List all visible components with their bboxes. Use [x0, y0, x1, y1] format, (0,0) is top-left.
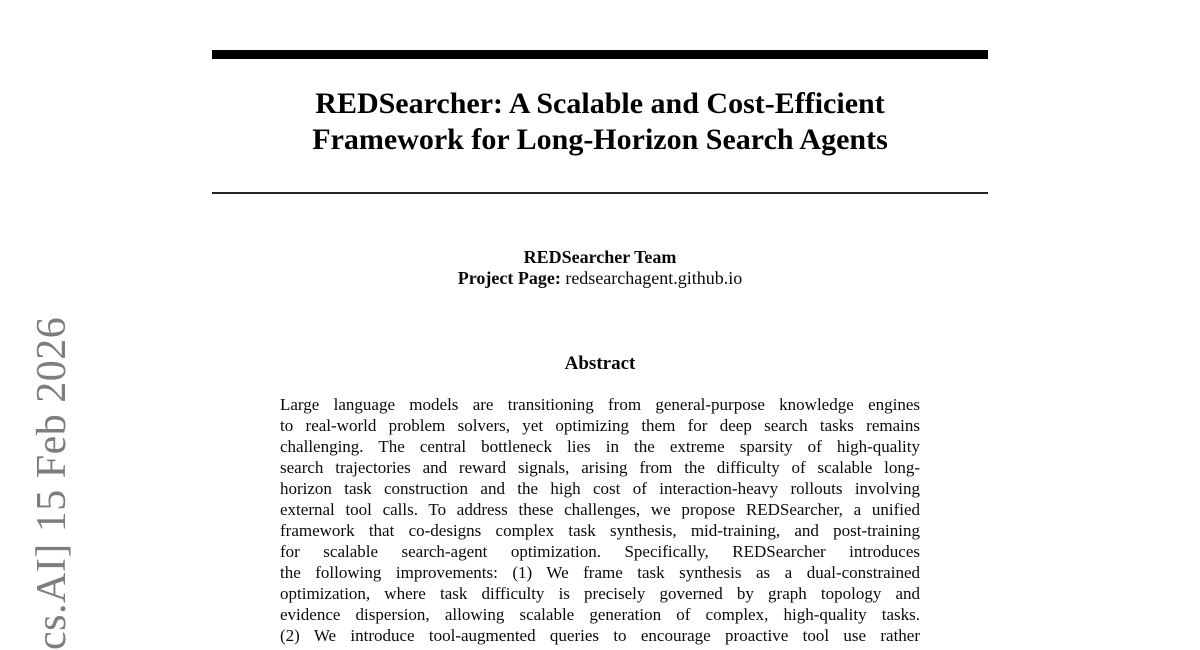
abstract-line: for scalable search-agent optimization. Specifically, REDSearcher introduces [280, 542, 920, 561]
abstract-line: optimization, where task difficulty is precisely governed by graph topology and [280, 584, 920, 603]
abstract-line: search trajectories and reward signals, arising from the difficulty of scalable long- [280, 458, 920, 477]
author-block [212, 247, 988, 289]
abstract-line: (2) We introduce tool-augmented queries to encourage proactive tool use rather [280, 626, 920, 645]
project-page-url[interactable]: redsearchagent.github.io [565, 268, 743, 288]
abstract-line: horizon task construction and the high cost of interaction-heavy rollouts involving [280, 479, 920, 498]
abstract-line: evidence dispersion, allowing scalable generation of complex, high-quality tasks. [280, 605, 920, 624]
abstract-line: external tool calls. To address these challenges, we propose REDSearcher, a unified [280, 500, 920, 519]
arxiv-watermark: cs.AI] 15 Feb 2026 [29, 316, 75, 650]
top-thick-rule [212, 50, 988, 59]
abstract-line: challenging. The central bottleneck lies in the extreme sparsity of high-quality [280, 437, 920, 456]
abstract-heading: Abstract [564, 353, 636, 374]
project-page-line [212, 268, 988, 289]
paper-title-line-2: Framework for Long-Horizon Search Agents [312, 123, 888, 156]
author-team-name: REDSearcher Team [523, 247, 677, 267]
paper-title-line-1: REDSearcher: A Scalable and Cost-Efficient [315, 87, 885, 120]
abstract-body [280, 394, 920, 646]
project-page-label: Project Page: [457, 268, 561, 288]
abstract-line: the following improvements: (1) We frame task synthesis as a dual-constrained [280, 563, 920, 582]
abstract-line: framework that co-designs complex task synthesis, mid-training, and post-training [280, 521, 920, 540]
abstract-line: Large language models are transitioning from general-purpose knowledge engines [280, 395, 920, 414]
title-bottom-rule [212, 192, 988, 194]
paper-title [212, 86, 988, 158]
abstract-line: to real-world problem solvers, yet optimizing them for deep search tasks remains [280, 416, 920, 435]
